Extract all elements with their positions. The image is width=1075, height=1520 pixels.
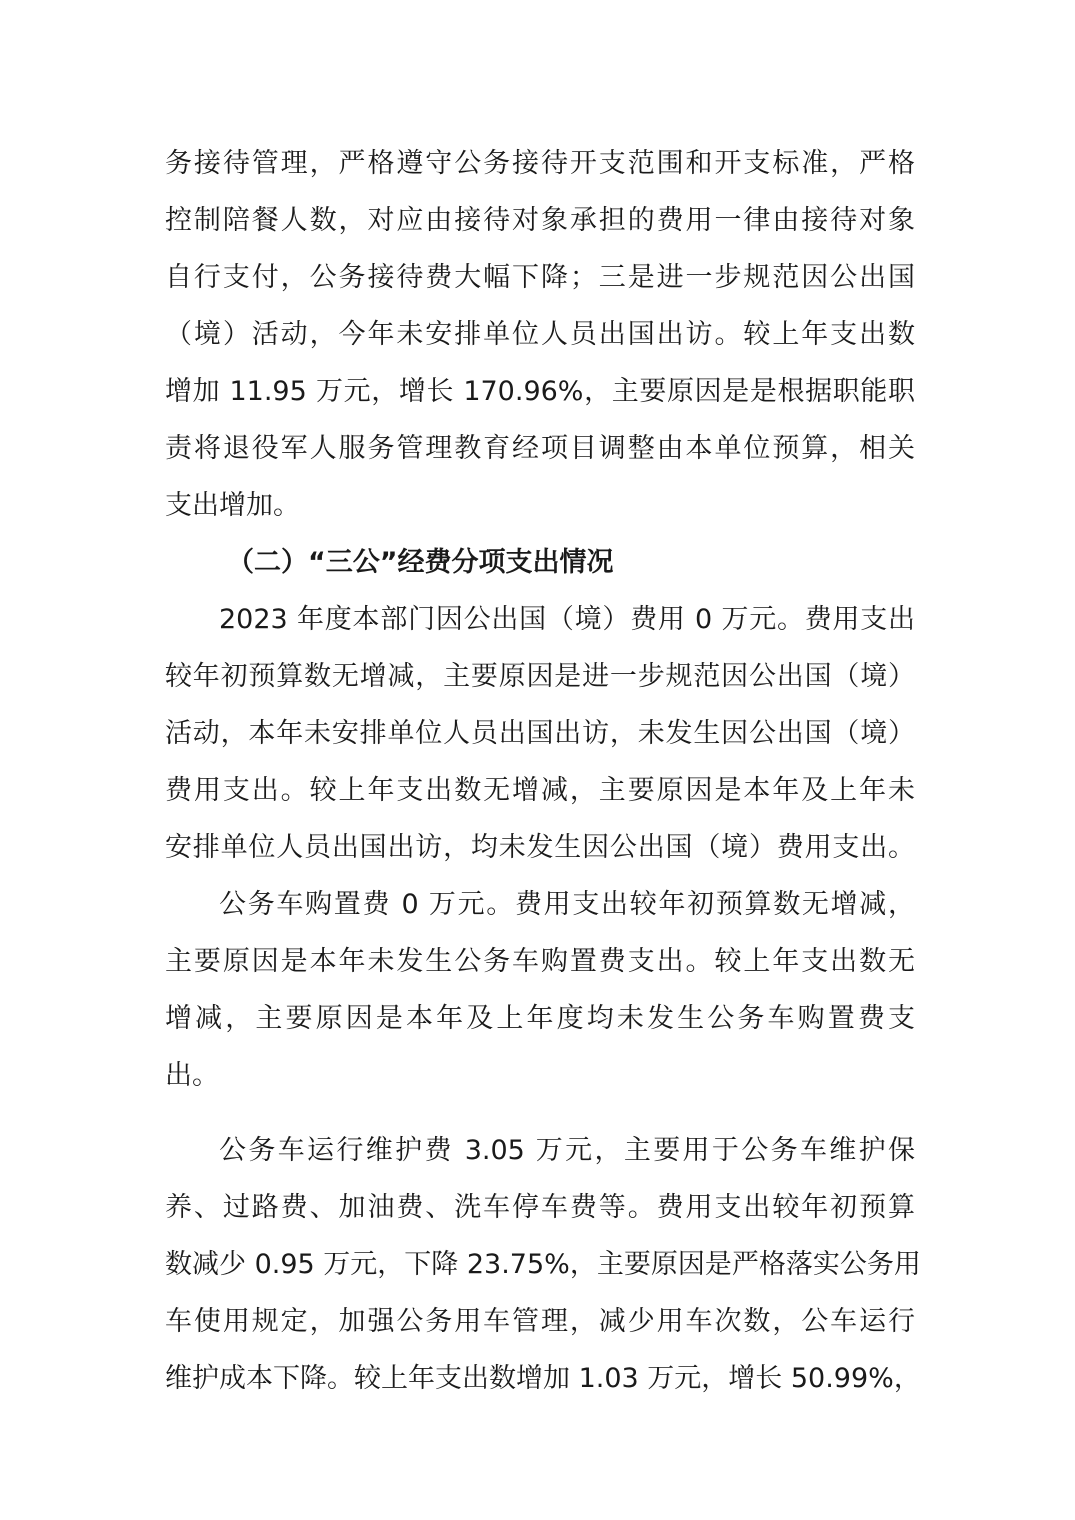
text-line: 增减，主要原因是本年及上年度均未发生公务车购置费支 [165, 1003, 915, 1034]
text-line: 较年初预算数无增减，主要原因是进一步规范因公出国（境） [165, 661, 915, 692]
text-line: 主要原因是本年未发生公务车购置费支出。较上年支出数无 [165, 946, 915, 977]
paragraph-gap [165, 1104, 915, 1122]
text-line: 养、过路费、加油费、洗车停车费等。费用支出较年初预算 [165, 1192, 915, 1223]
text-line: 公务车运行维护费 3.05 万元，主要用于公务车维护保 [219, 1135, 915, 1166]
paragraph-vehicle-purchase [165, 876, 915, 1104]
text-line: 费用支出。较上年支出数无增减，主要原因是本年及上年未 [165, 775, 915, 806]
paragraph-reception [165, 135, 915, 534]
text-line: 维护成本下降。较上年支出数增加 1.03 万元，增长 50.99%， [165, 1363, 921, 1394]
text-line: 控制陪餐人数，对应由接待对象承担的费用一律由接待对象 [165, 205, 915, 236]
text-line: 安排单位人员出国出访，均未发生因公出国（境）费用支出。 [165, 832, 915, 863]
text-line: 活动，本年未安排单位人员出国出访，未发生因公出国（境） [165, 718, 915, 749]
text-line: （境）活动，今年未安排单位人员出国出访。较上年支出数 [165, 319, 915, 350]
paragraph-overseas-travel [165, 591, 915, 876]
document-page [165, 135, 921, 1407]
text-line: 责将退役军人服务管理教育经项目调整由本单位预算，相关 [165, 433, 915, 464]
text-line: 自行支付，公务接待费大幅下降；三是进一步规范因公出国 [165, 262, 915, 293]
paragraph-vehicle-maintenance [165, 1122, 921, 1407]
text-line: 增加 11.95 万元，增长 170.96%，主要原因是是根据职能职 [165, 376, 915, 407]
text-line: 出。 [165, 1060, 219, 1091]
text-line: 公务车购置费 0 万元。费用支出较年初预算数无增减， [219, 889, 915, 920]
section-heading: （二）“三公”经费分项支出情况 [227, 547, 614, 578]
text-line: 数减少 0.95 万元，下降 23.75%，主要原因是严格落实公务用 [165, 1249, 921, 1280]
text-line: 2023 年度本部门因公出国（境）费用 0 万元。费用支出 [219, 604, 915, 635]
text-line: 车使用规定，加强公务用车管理，减少用车次数，公车运行 [165, 1306, 915, 1337]
text-line: 务接待管理，严格遵守公务接待开支范围和开支标准，严格 [165, 148, 915, 179]
text-line: 支出增加。 [165, 490, 300, 521]
